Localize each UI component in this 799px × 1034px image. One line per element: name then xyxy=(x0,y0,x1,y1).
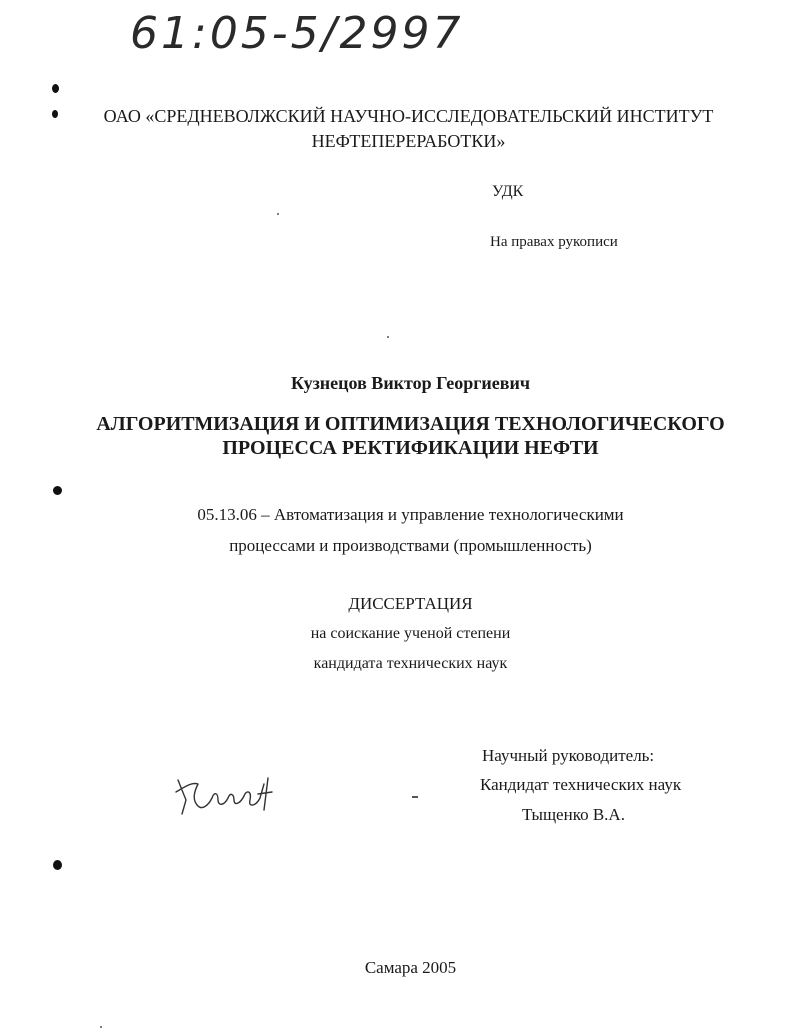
degree-purpose: на соискание ученой степени xyxy=(310,625,511,642)
speck xyxy=(387,336,389,338)
supervisor-name: Тыщенко В.А. xyxy=(522,805,625,824)
city-year: Самара 2005 xyxy=(364,958,457,977)
margin-dot xyxy=(53,860,62,870)
signature-mark xyxy=(412,796,418,798)
degree-name: кандидата технических наук xyxy=(313,655,508,672)
organization-line-1: ОАО «СРЕДНЕВОЛЖСКИЙ НАУЧНО-ИССЛЕДОВАТЕЛЬСКИЙ ИНСТИТУТ xyxy=(103,106,714,126)
document-type: ДИССЕРТАЦИЯ xyxy=(348,594,473,613)
supervisor-degree: Кандидат технических наук xyxy=(480,775,682,794)
dissertation-title-line-1: АЛГОРИТМИЗАЦИЯ И ОПТИМИЗАЦИЯ ТЕХНОЛОГИЧЕСКОГО xyxy=(96,413,725,435)
organization-line-2: НЕФТЕПЕРЕРАБОТКИ» xyxy=(311,131,506,151)
supervisor-label: Научный руководитель: xyxy=(482,746,655,765)
speck xyxy=(100,1026,102,1028)
archive-number: 61:05-5/2997 xyxy=(130,8,464,59)
margin-dot xyxy=(52,84,59,93)
rights-label: На правах рукописи xyxy=(490,234,618,250)
margin-dot xyxy=(53,486,62,495)
speck xyxy=(277,213,279,215)
author-name: Кузнецов Виктор Георгиевич xyxy=(290,373,531,393)
udk-label: УДК xyxy=(492,183,524,200)
specialty-line-2: процессами и производствами (промышленность) xyxy=(229,536,592,555)
author-signature xyxy=(172,770,282,822)
dissertation-title-line-2: ПРОЦЕССА РЕКТИФИКАЦИИ НЕФТИ xyxy=(222,437,599,459)
specialty-line-1: 05.13.06 – Автоматизация и управление технологическими xyxy=(197,505,624,524)
